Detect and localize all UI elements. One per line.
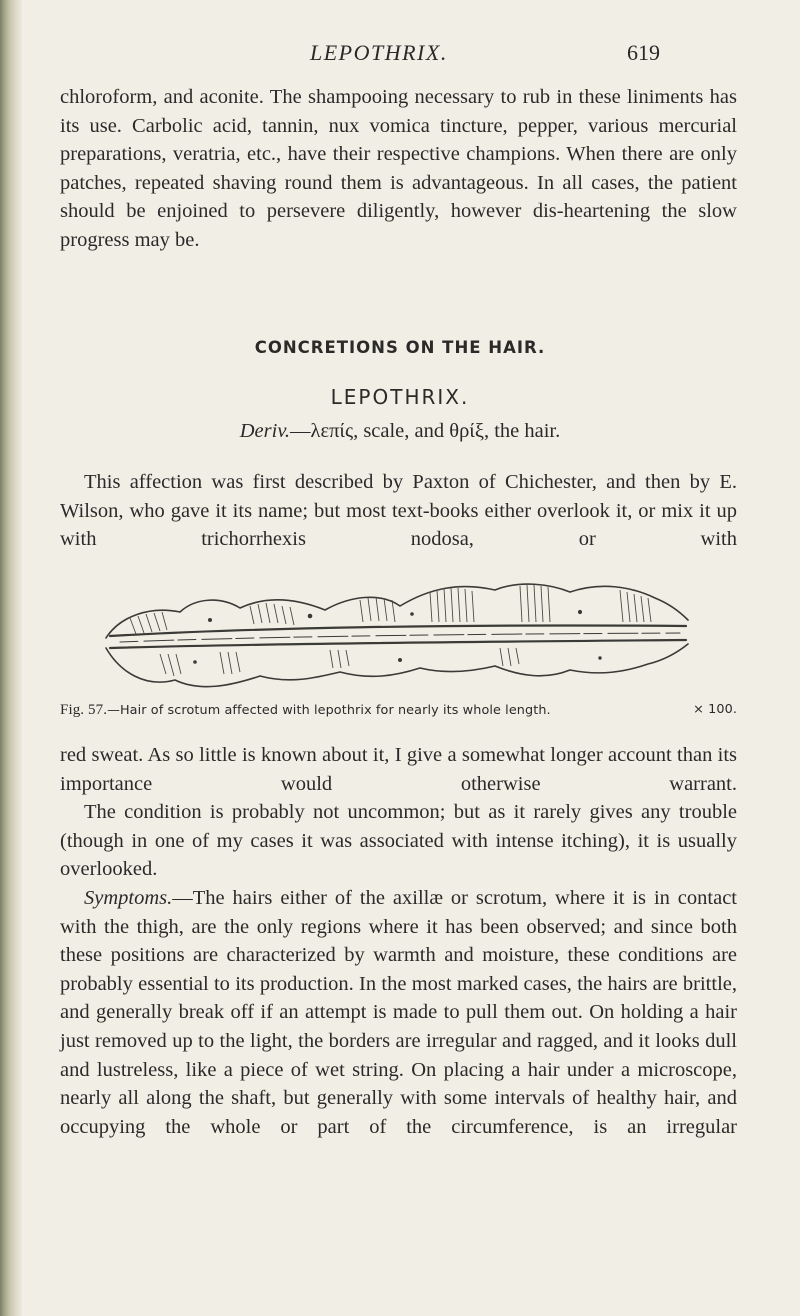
symptoms-label: Symptoms. [84,886,173,909]
paragraph-3: red sweat. As so little is known about it, I give a somewhat longer account than its importance would otherwise warrant. [60,744,737,795]
derivation-text: —λεπίς, scale, and θρίξ, the hair. [290,420,561,442]
paragraph-5 [60,884,737,1141]
paragraph-4: The condition is probably not uncommon; but as it rarely gives any trouble (though in one of my cases it was associated with intense itching), it is usually overlooked. [60,801,737,881]
figure-number: Fig. 57. [60,702,108,718]
hair-micrograph-figure [100,576,690,694]
running-title: LEPOTHRIX. [310,40,448,65]
paragraph-1: chloroform, and aconite. The shampooing necessary to rub in these liniments has its use. Carbolic acid, tannin, nux vomica tincture, pepper, various mercurial preparations, veratria, etc., have their respective champions. When there are only patches, repeated shaving round them is advantageous. In all cases, the patient should be enjoined to persevere diligently, however dis-heartening the slow progress may be. [60,86,737,251]
body-text-block [60,741,737,1141]
derivation-label: Deriv. [239,420,291,442]
figure-caption [60,702,737,719]
page-header [300,40,660,74]
page-spine-shadow [0,0,22,1316]
section-title: LEPOTHRIX. [330,385,470,409]
section-heading: CONCRETIONS ON THE HAIR. [254,338,546,357]
figure-caption-text: —Hair of scrotum affected with lepothrix for nearly its whole length. [107,703,551,718]
hair-illustration [100,576,690,694]
symptoms-text: —The hairs either of the axillæ or scrotum, where it is in contact with the thigh, are the only regions where it has been observed; and since both these positions are characterized by warmth and moisture, these conditions are probably essential to its production. In the most marked cases, the hairs are brittle, and generally break off if an attempt is made to pull them out. On holding a hair just removed up to the light, the borders are irregular and ragged, and it looks dull and lustreless, like a piece of wet string. On placing a hair under a microscope, nearly all along the shaft, but generally with some intervals of healthy hair, and occupying the whole or part of the circumference, is an irregular [60,886,737,1138]
figure-magnification: × 100. [693,702,737,717]
paragraph-2: This affection was first described by Paxton of Chichester, and then by E. Wilson, who gave it its name; but most text-books either overlook it, or mix it up with trichorrhexis nodosa, or with [60,471,737,551]
derivation [0,420,800,443]
page-number: 619 [627,40,660,65]
